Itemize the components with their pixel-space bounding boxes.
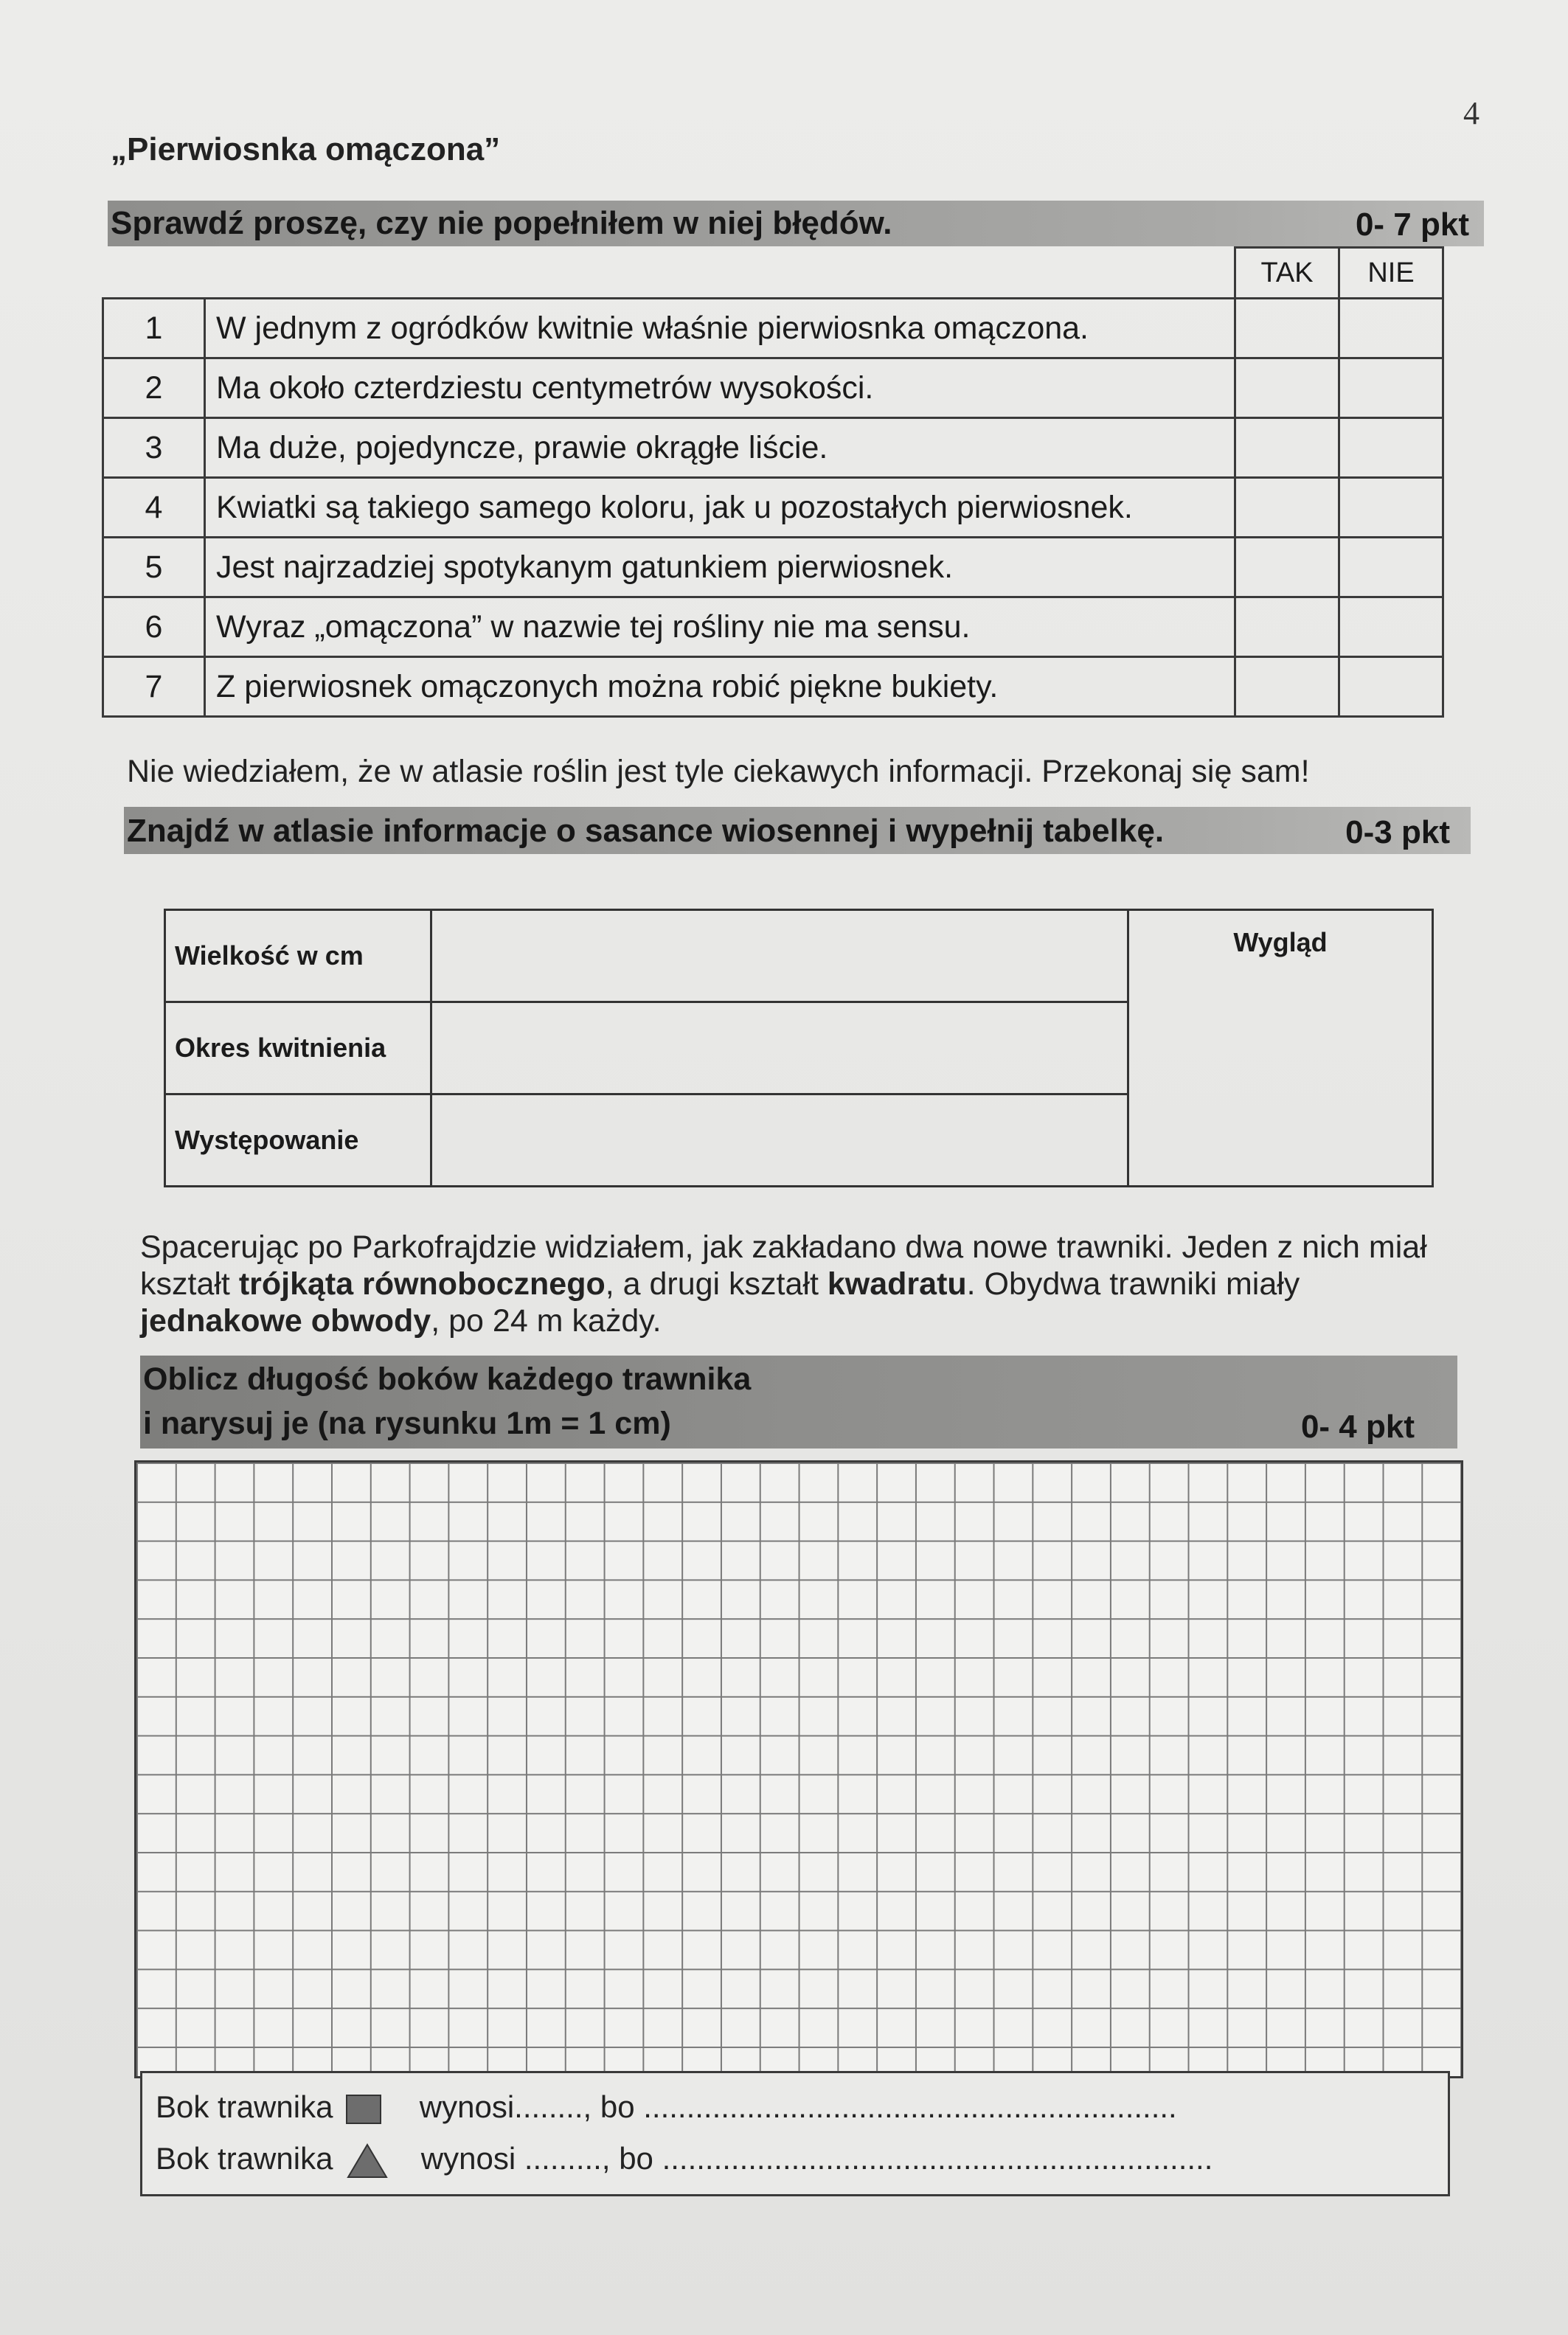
- bold-triangle: trójkąta równobocznego: [238, 1266, 606, 1302]
- table-row: [103, 478, 1443, 538]
- table-row: [103, 358, 1443, 418]
- answer-cell-tak[interactable]: [1235, 597, 1339, 657]
- section2-instruction: Znajdź w atlasie informacje o sasance wiosennej i wypełnij tabelkę.: [127, 813, 1165, 849]
- row-number: 1: [103, 299, 205, 358]
- answer-line-square: [156, 2089, 1177, 2125]
- answer-cell-tak[interactable]: [1235, 299, 1339, 358]
- table-row: [103, 538, 1443, 597]
- answer-cell-nie[interactable]: [1339, 597, 1443, 657]
- plant-info-table: [164, 909, 1434, 1187]
- section3-instruction-band: [140, 1356, 1457, 1448]
- answer-cell-tak[interactable]: [1235, 358, 1339, 418]
- statement-text: Kwiatki są takiego samego koloru, jak u pozostałych pierwiosnek.: [205, 478, 1235, 538]
- answer-cell-nie[interactable]: [1339, 538, 1443, 597]
- triangle-icon: [346, 2143, 389, 2179]
- answer-label: Bok trawnika: [156, 2141, 333, 2176]
- label-occurrence: Występowanie: [165, 1094, 431, 1187]
- section2-intro: Nie wiedziałem, że w atlasie roślin jest tyle ciekawych informacji. Przekonaj się sam!: [127, 754, 1310, 789]
- row-number: 7: [103, 657, 205, 717]
- statement-text: Wyraz „omączona” w nazwie tej rośliny nie ma sensu.: [205, 597, 1235, 657]
- table-row: [103, 657, 1443, 717]
- statement-text: Z pierwiosnek omączonych można robić piękne bukiety.: [205, 657, 1235, 717]
- statement-text: Ma około czterdziestu centymetrów wysokości.: [205, 358, 1235, 418]
- bold-perimeter: jednakowe obwody: [140, 1303, 431, 1339]
- answer-cell-tak[interactable]: [1235, 418, 1339, 478]
- section2-points: 0-3 pkt: [1345, 814, 1450, 850]
- label-size: Wielkość w cm: [165, 910, 431, 1002]
- answer-cell-tak[interactable]: [1235, 538, 1339, 597]
- section2-instruction-band: [124, 807, 1471, 854]
- answer-cell-tak[interactable]: [1235, 478, 1339, 538]
- input-size[interactable]: [431, 910, 1128, 1002]
- row-number: 6: [103, 597, 205, 657]
- bold-square: kwadratu: [827, 1266, 967, 1302]
- section3-paragraph: Spacerując po Parkofrajdzie widziałem, jak zakładano dwa nowe trawniki. Jeden z nich miał kształt trójkąta równobocznego, a drugi kształt kwadratu. Obydwa trawniki miały jednakowe obwody, po 24 m każdy.: [140, 1229, 1427, 1339]
- table-row: [103, 597, 1443, 657]
- column-header-nie: NIE: [1339, 248, 1443, 299]
- square-icon: [346, 2095, 381, 2124]
- answer-cell-nie[interactable]: [1339, 657, 1443, 717]
- row-number: 4: [103, 478, 205, 538]
- section1-instruction-band: [108, 201, 1484, 246]
- answer-cell-nie[interactable]: [1339, 418, 1443, 478]
- statement-text: W jednym z ogródków kwitnie właśnie pierwiosnka omączona.: [205, 299, 1235, 358]
- label-appearance: Wygląd: [1233, 927, 1328, 957]
- table-row: [103, 299, 1443, 358]
- section3-points: 0- 4 pkt: [1300, 1409, 1415, 1445]
- drawing-grid[interactable]: [134, 1460, 1463, 2078]
- true-false-table: [102, 246, 1444, 718]
- answer-cell-nie[interactable]: [1339, 299, 1443, 358]
- answer-line-triangle: [156, 2141, 1213, 2179]
- answer-square-text[interactable]: wynosi........, bo ..............................................................: [419, 2089, 1177, 2124]
- section1-points: 0- 7 pkt: [1355, 207, 1469, 243]
- row-number: 3: [103, 418, 205, 478]
- input-flowering-period[interactable]: [431, 1002, 1128, 1094]
- page-number: 4: [1463, 95, 1479, 131]
- column-header-tak: TAK: [1235, 248, 1339, 299]
- answer-triangle-text[interactable]: wynosi ........., bo ................................................................: [420, 2141, 1213, 2176]
- page-title: „Pierwiosnka omączona”: [111, 131, 501, 167]
- answer-cell-tak[interactable]: [1235, 657, 1339, 717]
- answer-cell-nie[interactable]: [1339, 478, 1443, 538]
- section3-instruction-line1: Oblicz długość boków każdego trawnika: [143, 1361, 752, 1397]
- row-number: 5: [103, 538, 205, 597]
- row-number: 2: [103, 358, 205, 418]
- answer-box: [140, 2071, 1450, 2196]
- table-row: [103, 418, 1443, 478]
- answer-label: Bok trawnika: [156, 2089, 333, 2124]
- answer-cell-nie[interactable]: [1339, 358, 1443, 418]
- input-occurrence[interactable]: [431, 1094, 1128, 1187]
- appearance-cell[interactable]: [1128, 910, 1433, 1187]
- label-flowering-period: Okres kwitnienia: [165, 1002, 431, 1094]
- section1-instruction: Sprawdź proszę, czy nie popełniłem w niej błędów.: [111, 205, 892, 241]
- section3-instruction-line2: i narysuj je (na rysunku 1m = 1 cm): [143, 1406, 671, 1441]
- statement-text: Jest najrzadziej spotykanym gatunkiem pierwiosnek.: [205, 538, 1235, 597]
- statement-text: Ma duże, pojedyncze, prawie okrągłe liście.: [205, 418, 1235, 478]
- table-row: [165, 910, 1433, 1002]
